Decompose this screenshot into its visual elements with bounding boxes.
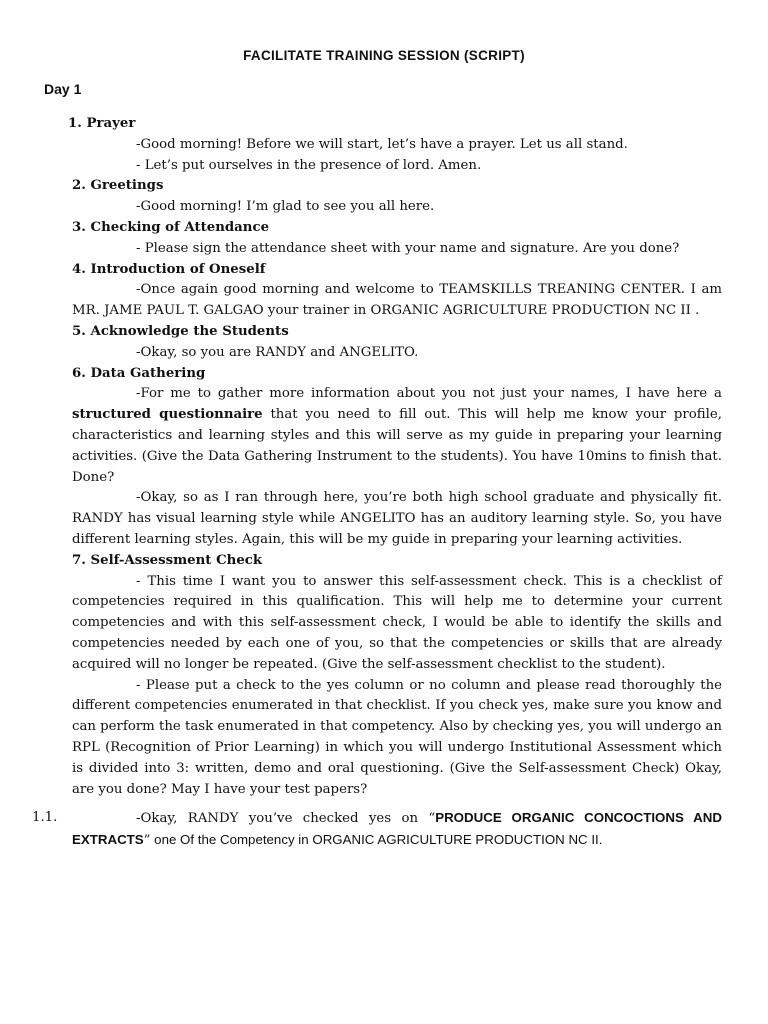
section-heading-acknowledge: 5. Acknowledge the Students	[72, 323, 289, 339]
item-1-1-number: 1.1.	[32, 810, 58, 826]
section-heading-introduction: 4. Introduction of Oneself	[72, 261, 266, 277]
competency-name: PRODUCE ORGANIC CONCOCTIONS AND EXTRACTS	[72, 810, 722, 848]
acknowledge-line: -Okay, so you are RANDY and ANGELITO.	[136, 344, 419, 360]
data-gathering-paragraph-1	[72, 384, 722, 488]
greetings-line: -Good morning! I’m glad to see you all here.	[136, 199, 435, 215]
day-heading: Day 1	[44, 81, 82, 97]
structured-questionnaire-term: structured questionnaire	[72, 407, 263, 423]
section-heading-data-gathering: 6. Data Gathering	[72, 365, 206, 381]
section-heading-self-assessment: 7. Self-Assessment Check	[72, 552, 263, 568]
prayer-line-1: -Good morning! Before we will start, let’s have a prayer. Let us all stand.	[136, 136, 628, 152]
section-heading-attendance: 3. Checking of Attendance	[72, 219, 270, 235]
item-1-1-rest: one Of the Competency in ORGANIC AGRICULTURE PRODUCTION NC II.	[150, 832, 603, 848]
self-assessment-paragraph-2: - Please put a check to the yes column or no column and please read thoroughly the different competencies enumerated in that checklist. If you check yes, make sure you know and can perform the task enumerated in that competency. Also by checking yes, you will undergo an RPL (Recognition of Prior Learning) in which you will undergo Institutional Assessment which is divided into 3: written, demo and oral questioning. (Give the Self-assessment Check) Okay, are you done? May I have your test papers?	[72, 677, 722, 797]
item-1-1	[32, 808, 722, 852]
section-heading-prayer: 1. Prayer	[68, 116, 136, 131]
item-1-1-intro: -Okay, RANDY you’ve checked yes on “	[136, 811, 436, 827]
script-body	[32, 114, 723, 852]
self-assessment-paragraph-1: - This time I want you to answer this self-assessment check. This is a checklist of competencies required in this qualification. This will help me to determine your current competencies and with this self-assessment check, I would be able to identify the skills and competencies needed by each one of you, so that the competencies or skills that are already acquired will no longer be repeated. (Give the self-assessment checklist to the student).	[72, 573, 722, 672]
attendance-paragraph: - Please sign the attendance sheet with your name and signature. Are you done?	[136, 240, 680, 256]
document-title: FACILITATE TRAINING SESSION (SCRIPT)	[243, 48, 525, 63]
introduction-paragraph: -Once again good morning and welcome to TEAMSKILLS TREANING CENTER. I am MR. JAME PAUL T. GALGAO your trainer in ORGANIC AGRICULTURE PRODUCTION NC II .	[72, 282, 722, 319]
data-gathering-paragraph-2: -Okay, so as I ran through here, you’re both high school graduate and physically fit. RANDY has visual learning style while ANGELITO has an auditory learning style. So, you have different learning styles. Again, this will be my guide in preparing your learning activities.	[72, 490, 722, 547]
item-1-1-close-quote: ”	[143, 833, 151, 849]
prayer-line-2: - Let’s put ourselves in the presence of lord. Amen.	[136, 157, 482, 173]
section-heading-greetings: 2. Greetings	[72, 178, 164, 194]
data-gathering-text-after: that you need to fill out. This will help me know your profile, characteristics and learning styles and this will serve as my guide in preparing your learning activities. (Give the Data Gathering Instrument to the students). You have 10mins to finish that. Done?	[72, 407, 723, 485]
data-gathering-text-before: -For me to gather more information about you not just your names, I have here a	[136, 386, 722, 402]
